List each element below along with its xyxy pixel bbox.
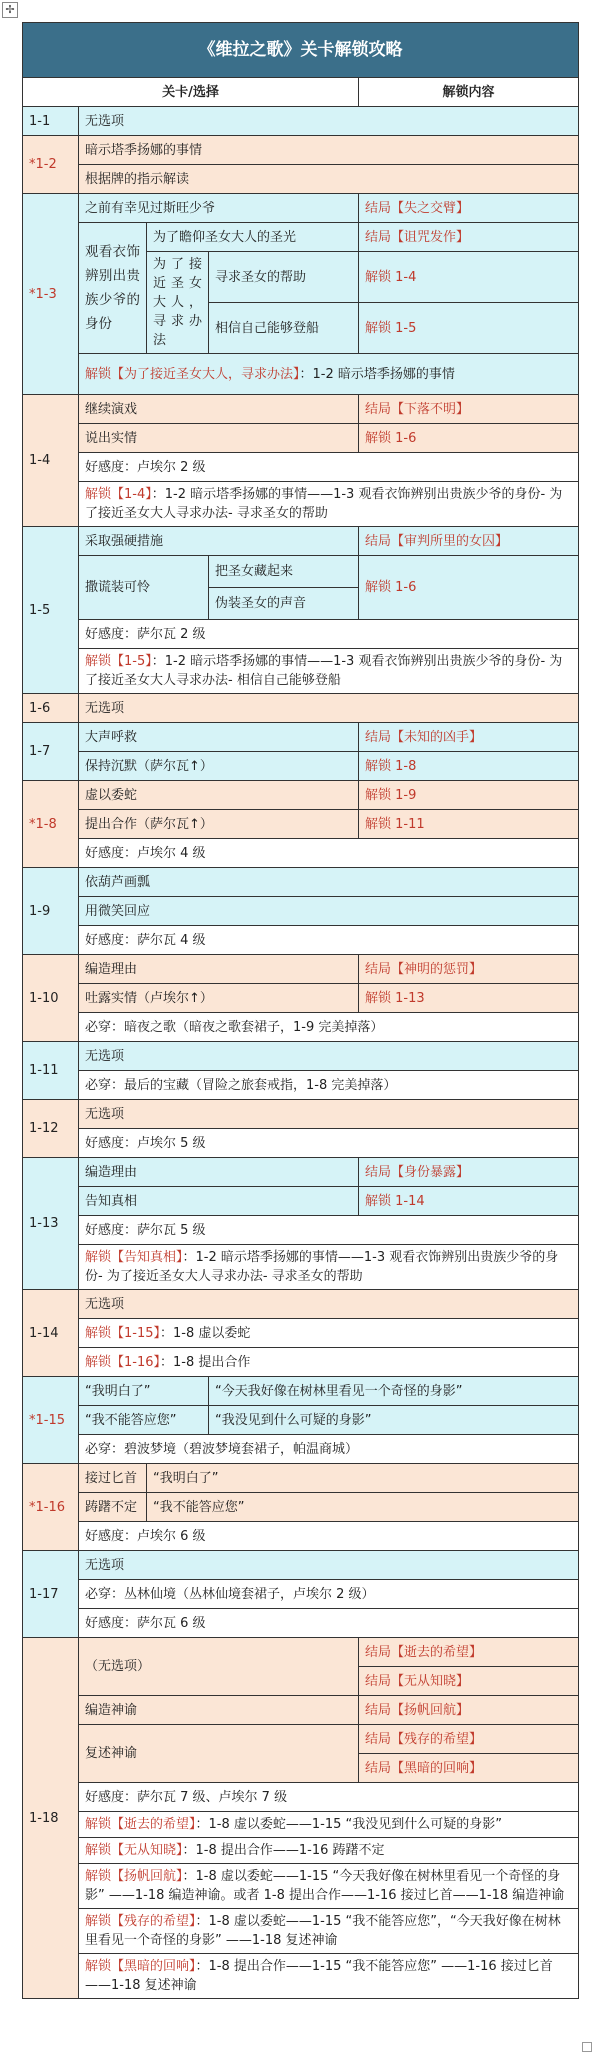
option-cell: “我明白了” [79, 1377, 209, 1406]
option-cell: 提出合作（萨尔瓦↑） [79, 810, 359, 839]
note-cell: 解锁【无从知晓】：1-8 提出合作——1-16 踌躇不定 [79, 1838, 579, 1864]
table-row [23, 1838, 579, 1864]
option-cell: 保持沉默（萨尔瓦↑） [79, 752, 359, 781]
note-cell: 解锁【为了接近圣女大人，寻求办法】：1-2 暗示塔季扬娜的事情 [79, 354, 579, 395]
level-cell: *1-3 [23, 194, 79, 395]
option-cell: 依葫芦画瓢 [79, 868, 579, 897]
option-cell: 伪装圣女的声音 [209, 588, 359, 620]
unlock-cell: 结局【审判所里的女囚】 [359, 527, 579, 556]
option-cell: “我不能答应您” [147, 1493, 579, 1522]
option-cell: 无选项 [79, 1042, 579, 1071]
option-cell: 无选项 [79, 694, 579, 723]
unlock-cell: 解锁 1-11 [359, 810, 579, 839]
level-cell: 1-11 [23, 1042, 79, 1100]
table-row [23, 1783, 579, 1812]
guide-table [22, 22, 579, 1999]
option-cell: 编造理由 [79, 1158, 359, 1187]
table-row [23, 1812, 579, 1838]
unlock-cell: 解锁 1-5 [359, 303, 579, 354]
wear-cell: 必穿：暗夜之歌（暗夜之歌套裙子，1-9 完美掉落） [79, 1013, 579, 1042]
table-row [23, 1100, 579, 1129]
table-row [23, 694, 579, 723]
table-row [23, 1290, 579, 1319]
option-cell: 说出实情 [79, 424, 359, 453]
table-row [23, 1013, 579, 1042]
table-row [23, 194, 579, 223]
option-cell: 相信自己能够登船 [209, 303, 359, 354]
option-cell: 为了瞻仰圣女大人的圣光 [147, 223, 359, 252]
option-cell: 无选项 [79, 1551, 579, 1580]
unlock-cell: 结局【无从知晓】 [359, 1667, 579, 1696]
key-level-marker: * [29, 1499, 36, 1515]
level-cell: 1-4 [23, 395, 79, 527]
table-row [23, 424, 579, 453]
favor-cell: 好感度：卢埃尔 6 级 [79, 1522, 579, 1551]
table-row [23, 1696, 579, 1725]
column-header-level: 关卡/选择 [23, 78, 359, 107]
favor-cell: 好感度：卢埃尔 2 级 [79, 453, 579, 482]
table-row [23, 1464, 579, 1493]
table-row [23, 223, 579, 252]
table-row [23, 897, 579, 926]
wear-cell: 必穿：碧波梦境（碧波梦境套裙子，帕温商城） [79, 1435, 579, 1464]
table-row [23, 781, 579, 810]
unlock-cell: 结局【逝去的希望】 [359, 1638, 579, 1667]
wear-cell: 必穿：最后的宝藏（冒险之旅套戒指，1-8 完美掉落） [79, 1071, 579, 1100]
level-cell: 1-17 [23, 1551, 79, 1638]
table-row [23, 1187, 579, 1216]
note-cell: 解锁【残存的希望】：1-8 虚以委蛇——1-15 “我不能答应您”，“今天我好像在树林里看见一个奇怪的身影” ——1-18 复述神谕 [79, 1909, 579, 1954]
table-row [23, 107, 579, 136]
table-row [23, 1129, 579, 1158]
option-cell: 大声呼救 [79, 723, 359, 752]
option-cell: 编造神谕 [79, 1696, 359, 1725]
table-row [23, 1551, 579, 1580]
option-cell: 无选项 [79, 1100, 579, 1129]
level-cell: 1-10 [23, 955, 79, 1042]
table-row [23, 1609, 579, 1638]
table-row [23, 1522, 579, 1551]
level-cell: *1-2 [23, 136, 79, 194]
table-row [23, 1042, 579, 1071]
option-cell: 复述神谕 [79, 1725, 359, 1783]
favor-cell: 好感度：萨尔瓦 4 级 [79, 926, 579, 955]
table-row [23, 1435, 579, 1464]
table-row [23, 136, 579, 165]
unlock-cell: 解锁 1-8 [359, 752, 579, 781]
level-cell: *1-15 [23, 1377, 79, 1464]
level-cell: 1-6 [23, 694, 79, 723]
table-move-handle-icon[interactable]: ✢ [2, 2, 18, 18]
table-row [23, 620, 579, 649]
option-cell: “我明白了” [147, 1464, 579, 1493]
option-cell: 暗示塔季扬娜的事情 [79, 136, 579, 165]
table-row [23, 1406, 579, 1435]
favor-cell: 好感度：萨尔瓦 5 级 [79, 1216, 579, 1245]
level-cell: *1-8 [23, 781, 79, 868]
option-cell: 把圣女藏起来 [209, 556, 359, 588]
table-row [23, 984, 579, 1013]
table-row [23, 1216, 579, 1245]
table-row [23, 752, 579, 781]
table-row [23, 527, 579, 556]
table-row [23, 723, 579, 752]
table-row [23, 810, 579, 839]
favor-cell: 好感度：萨尔瓦 2 级 [79, 620, 579, 649]
unlock-cell: 结局【神明的惩罚】 [359, 955, 579, 984]
level-cell: 1-1 [23, 107, 79, 136]
level-cell: 1-9 [23, 868, 79, 955]
favor-cell: 好感度：卢埃尔 4 级 [79, 839, 579, 868]
unlock-cell: 解锁 1-9 [359, 781, 579, 810]
unlock-cell: 解锁 1-6 [359, 424, 579, 453]
level-cell: 1-7 [23, 723, 79, 781]
key-level-marker: * [29, 286, 36, 302]
unlock-cell: 解锁 1-4 [359, 252, 579, 303]
table-row [23, 1319, 579, 1348]
unlock-cell: 解锁 1-13 [359, 984, 579, 1013]
note-cell: 解锁【告知真相】：1-2 暗示塔季扬娜的事情——1-3 观看衣饰辨别出贵族少爷的身份- 为了接近圣女大人寻求办法- 寻求圣女的帮助 [79, 1245, 579, 1290]
table-row [23, 649, 579, 694]
option-cell: “我不能答应您” [79, 1406, 209, 1435]
unlock-cell: 结局【扬帆回航】 [359, 1696, 579, 1725]
table-row [23, 926, 579, 955]
option-cell: 踌躇不定 [79, 1493, 147, 1522]
table-row [23, 1954, 579, 1999]
unlock-cell: 结局【诅咒发作】 [359, 223, 579, 252]
unlock-cell: 结局【下落不明】 [359, 395, 579, 424]
option-cell: 告知真相 [79, 1187, 359, 1216]
table-row [23, 1580, 579, 1609]
key-level-marker: * [29, 1412, 36, 1428]
option-cell: 采取强硬措施 [79, 527, 359, 556]
note-cell: 解锁【1-15】：1-8 虚以委蛇 [79, 1319, 579, 1348]
option-cell: 编造理由 [79, 955, 359, 984]
table-row [23, 1245, 579, 1290]
option-cell: 接过匕首 [79, 1464, 147, 1493]
favor-cell: 好感度：萨尔瓦 7 级、卢埃尔 7 级 [79, 1783, 579, 1812]
table-row [23, 1071, 579, 1100]
option-cell: 之前有幸见过斯旺少爷 [79, 194, 359, 223]
option-cell: “今天我好像在树林里看见一个奇怪的身影” [209, 1377, 579, 1406]
option-cell: 无选项 [79, 107, 579, 136]
table-row [23, 1493, 579, 1522]
table-row [23, 1909, 579, 1954]
table-row [23, 1725, 579, 1754]
option-cell: 吐露实情（卢埃尔↑） [79, 984, 359, 1013]
option-cell: “我没见到什么可疑的身影” [209, 1406, 579, 1435]
note-cell: 解锁【逝去的希望】：1-8 虚以委蛇——1-15 “我没见到什么可疑的身影” [79, 1812, 579, 1838]
unlock-cell: 解锁 1-14 [359, 1187, 579, 1216]
wear-cell: 必穿：丛林仙境（丛林仙境套裙子，卢埃尔 2 级） [79, 1580, 579, 1609]
key-level-marker: * [29, 816, 36, 832]
table-row [23, 839, 579, 868]
note-cell: 解锁【1-4】：1-2 暗示塔季扬娜的事情——1-3 观看衣饰辨别出贵族少爷的身份- 为了接近圣女大人寻求办法- 寻求圣女的帮助 [79, 482, 579, 527]
table-row [23, 354, 579, 395]
table-row [23, 1158, 579, 1187]
level-cell: 1-12 [23, 1100, 79, 1158]
option-cell: 根据牌的指示解读 [79, 165, 579, 194]
table-row [23, 1377, 579, 1406]
level-cell: 1-5 [23, 527, 79, 694]
option-cell: 寻求圣女的帮助 [209, 252, 359, 303]
note-cell: 解锁【1-5】：1-2 暗示塔季扬娜的事情——1-3 观看衣饰辨别出贵族少爷的身份- 为了接近圣女大人寻求办法- 相信自己能够登船 [79, 649, 579, 694]
page-title: 《维拉之歌》关卡解锁攻略 [23, 23, 579, 78]
level-cell: *1-16 [23, 1464, 79, 1551]
option-cell: 继续演戏 [79, 395, 359, 424]
favor-cell: 好感度：萨尔瓦 6 级 [79, 1609, 579, 1638]
table-row [23, 1864, 579, 1909]
level-cell: 1-13 [23, 1158, 79, 1290]
column-header-unlock: 解锁内容 [359, 78, 579, 107]
table-row [23, 482, 579, 527]
option-cell: 撒谎装可怜 [79, 556, 209, 620]
option-cell: 为了接近圣女大人，寻求办法 [147, 252, 209, 354]
option-cell: 观看衣饰辨别出贵族少爷的身份 [79, 223, 147, 354]
table-row [23, 395, 579, 424]
unlock-cell: 结局【失之交臂】 [359, 194, 579, 223]
table-row [23, 556, 579, 588]
option-cell: 虚以委蛇 [79, 781, 359, 810]
option-cell: （无选项） [79, 1638, 359, 1696]
note-cell: 解锁【1-16】：1-8 提出合作 [79, 1348, 579, 1377]
table-row [23, 955, 579, 984]
option-cell: 无选项 [79, 1290, 579, 1319]
note-cell: 解锁【扬帆回航】：1-8 虚以委蛇——1-15 “今天我好像在树林里看见一个奇怪的身影” ——1-18 编造神谕。或者 1-8 提出合作——1-16 接过匕首——1-18 编造神谕 [79, 1864, 579, 1909]
table-row [23, 165, 579, 194]
table-row [23, 1348, 579, 1377]
table-row [23, 453, 579, 482]
level-cell: 1-18 [23, 1638, 79, 1999]
unlock-cell: 解锁 1-6 [359, 556, 579, 620]
favor-cell: 好感度：卢埃尔 5 级 [79, 1129, 579, 1158]
unlock-cell: 结局【未知的凶手】 [359, 723, 579, 752]
table-row [23, 868, 579, 897]
unlock-cell: 结局【残存的希望】 [359, 1725, 579, 1754]
option-cell: 用微笑回应 [79, 897, 579, 926]
level-cell: 1-14 [23, 1290, 79, 1377]
key-level-marker: * [29, 157, 36, 172]
unlock-cell: 结局【身份暴露】 [359, 1158, 579, 1187]
table-row [23, 1638, 579, 1667]
note-cell: 解锁【黑暗的回响】：1-8 提出合作——1-15 “我不能答应您” ——1-16 接过匕首——1-18 复述神谕 [79, 1954, 579, 1999]
table-resize-handle-icon[interactable] [582, 2042, 592, 2052]
unlock-cell: 结局【黑暗的回响】 [359, 1754, 579, 1783]
